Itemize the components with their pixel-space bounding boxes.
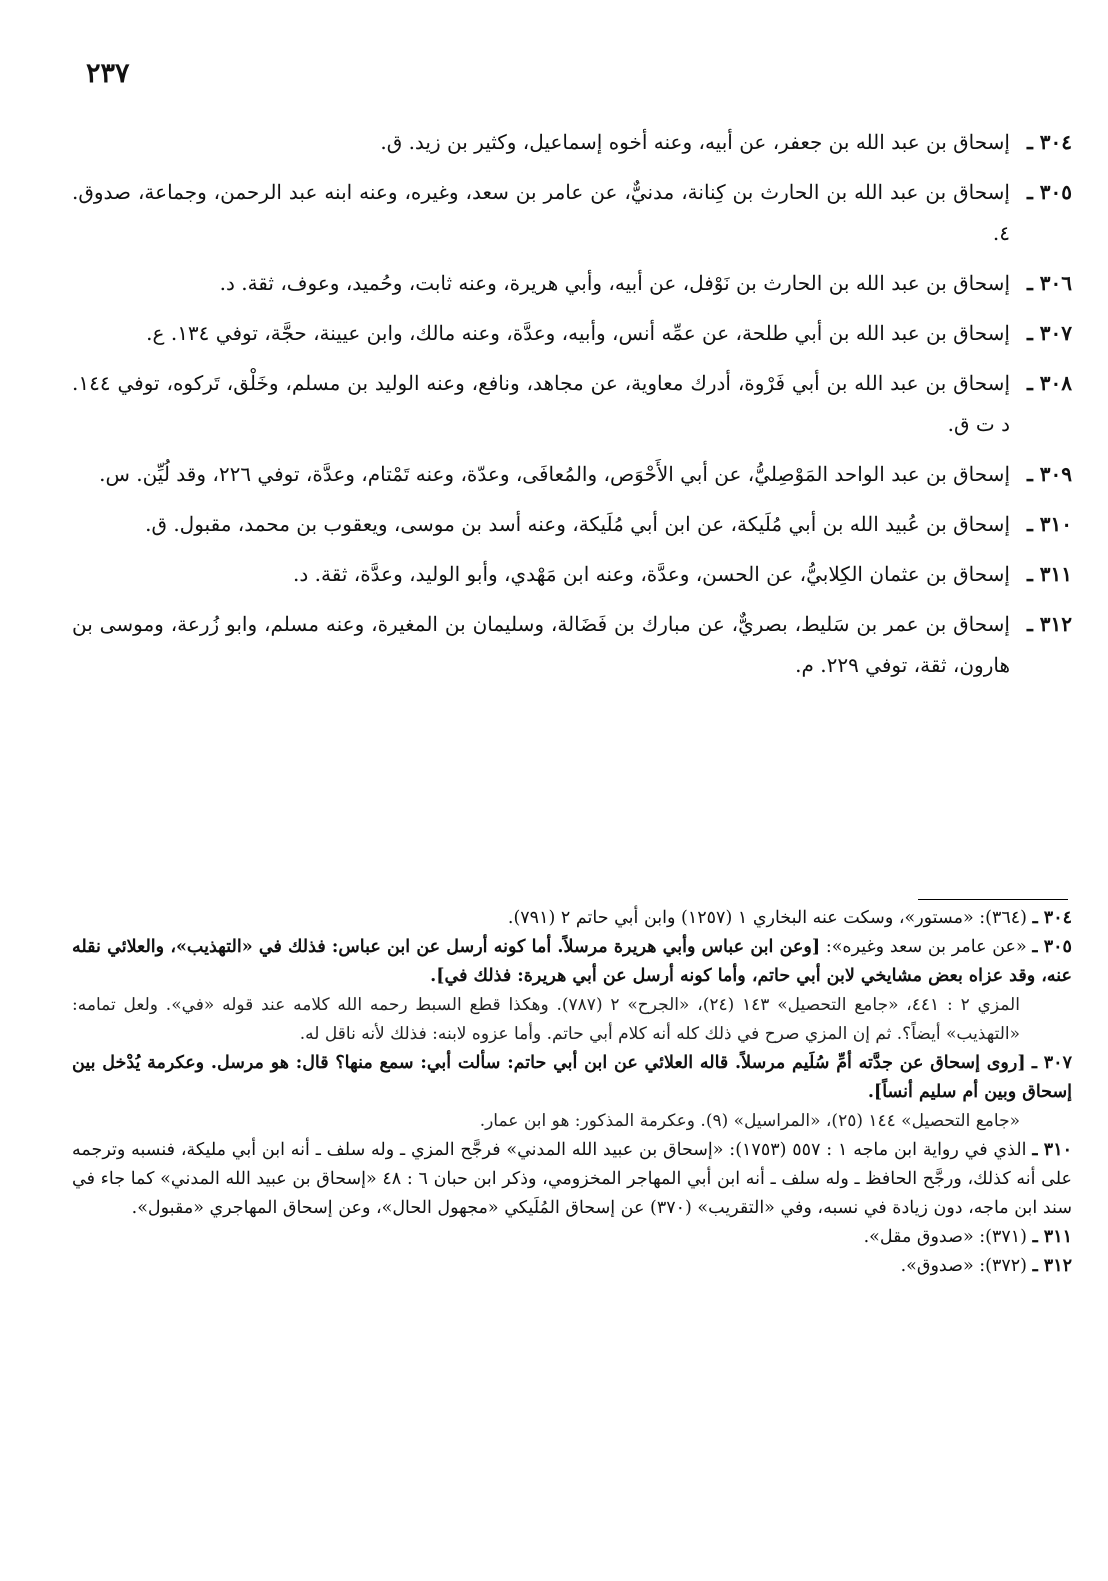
footnote-text: (٣٧١): «صدوق مقل». bbox=[863, 1227, 1027, 1247]
entry-text: إسحاق بن عُبيد الله بن أبي مُلَيكة، عن ابن أبي مُلَيكة، وعنه أسد بن موسى، ويعقوب بن محمد، مقبول. ق. bbox=[145, 512, 1010, 536]
entry-304 bbox=[72, 122, 1072, 163]
entry-number: ٣١٢ ـ bbox=[1026, 612, 1072, 636]
entry-306 bbox=[72, 263, 1072, 304]
footnote-text: (٣٦٤): «مستور»، وسكت عنه البخاري ١ (١٢٥٧) وابن أبي حاتم ٢ (٧٩١). bbox=[507, 908, 1027, 928]
entry-305 bbox=[72, 172, 1072, 254]
entry-text: إسحاق بن عبد الله بن الحارث بن كِنانة، مدنيٌّ، عن عامر بن سعد، وغيره، وعنه ابنه عبد الرحمن، وجماعة، صدوق. ٤. bbox=[72, 180, 1010, 245]
footnote-text: (٣٧٢): «صدوق». bbox=[900, 1256, 1027, 1276]
entry-text: إسحاق بن عبد الله بن أبي فَرْوة، أدرك معاوية، عن مجاهد، ونافع، وعنه الوليد بن مسلم، وخَلْق، تَركوه، توفي ١٤٤. د ت ق. bbox=[72, 371, 1010, 436]
footnote-312 bbox=[72, 1252, 1072, 1281]
footnote-311 bbox=[72, 1223, 1072, 1252]
footnote-number: ٣١٠ ـ bbox=[1032, 1140, 1072, 1160]
footnote-number: ٣٠٤ ـ bbox=[1032, 908, 1072, 928]
footnote-number: ٣٠٥ ـ bbox=[1032, 937, 1072, 957]
footnote-310 bbox=[72, 1136, 1072, 1223]
entry-text: إسحاق بن عبد الله بن أبي طلحة، عن عمِّه أنس، وأبيه، وعدَّة، وعنه مالك، وابن عيينة، حجَّة، توفي ١٣٤. ع. bbox=[146, 321, 1010, 345]
main-entries bbox=[72, 122, 1072, 695]
entry-number: ٣١١ ـ bbox=[1026, 562, 1072, 586]
entry-number: ٣٠٥ ـ bbox=[1026, 180, 1072, 204]
footnote-number: ٣١٢ ـ bbox=[1032, 1256, 1072, 1276]
footnote-305 bbox=[72, 933, 1072, 991]
footnote-lead: «عن عامر بن سعد وغيره»: bbox=[825, 937, 1027, 957]
footnote-number: ٣١١ ـ bbox=[1032, 1227, 1072, 1247]
footnote-307-continuation: «جامع التحصيل» ١٤٤ (٢٥)، «المراسيل» (٩). وعكرمة المذكور: هو ابن عمار. bbox=[479, 1111, 1020, 1131]
footnote-bold-text: [روى إسحاق عن جدَّته أمِّ سُلَيم مرسلاً. قاله العلائي عن ابن أبي حاتم: سألت أبي: سمع منها؟ قال: هو مرسل. وعكرمة يُدْخل بين إسحاق وبين أم سليم أنساً]. bbox=[72, 1053, 1072, 1102]
entry-308 bbox=[72, 363, 1072, 445]
entry-text: إسحاق بن عبد الواحد المَوْصِليُّ، عن أبي الأَحْوَص، والمُعافَى، وعدّة، وعنه تَمْتام، وعدَّة، توفي ٢٢٦، وقد لُيِّن. س. bbox=[99, 462, 1010, 486]
entry-text: إسحاق بن عبد الله بن جعفر، عن أبيه، وعنه أخوه إسماعيل، وكثير بن زيد. ق. bbox=[380, 130, 1010, 154]
entry-number: ٣٠٧ ـ bbox=[1026, 321, 1072, 345]
entry-text: إسحاق بن عبد الله بن الحارث بن نَوْفل، عن أبيه، وأبي هريرة، وعنه ثابت، وحُميد، وعوف، ثقة. د. bbox=[219, 271, 1010, 295]
footnotes bbox=[72, 904, 1072, 1281]
entry-number: ٣١٠ ـ bbox=[1026, 512, 1072, 536]
footnote-307 bbox=[72, 1049, 1072, 1107]
footnote-304 bbox=[72, 904, 1072, 933]
footnote-number: ٣٠٧ ـ bbox=[1031, 1053, 1072, 1073]
entry-text: إسحاق بن عثمان الكِلابيُّ، عن الحسن، وعدَّة، وعنه ابن مَهْدي، وأبو الوليد، وعدَّة، ثقة. د. bbox=[293, 562, 1010, 586]
entry-312 bbox=[72, 604, 1072, 686]
entry-307 bbox=[72, 313, 1072, 354]
footnote-divider bbox=[918, 899, 1068, 900]
entry-number: ٣٠٤ ـ bbox=[1026, 130, 1072, 154]
entry-number: ٣٠٦ ـ bbox=[1026, 271, 1072, 295]
footnote-text: الذي في رواية ابن ماجه ١ : ٥٥٧ (١٧٥٣): «إسحاق بن عبيد الله المدني» فرجَّح المزي ـ وله سلف ـ أنه ابن أبي مليكة، فنسبه وترجمه على أنه كذلك، ورجَّح الحافظ ـ وله سلف ـ أنه ابن أبي المهاجر المخزومي، وذكر ابن حبان ٦ : ٤٨ «إسحاق بن عبيد الله المدني» كما جاء في سند ابن ماجه، دون زيادة في نسبه، وفي «التقريب» (٣٧٠) عن إسحاق المُلَيكي «مجهول الحال»، وعن إسحاق المهاجري «مقبول». bbox=[72, 1140, 1072, 1218]
entry-309 bbox=[72, 454, 1072, 495]
entry-text: إسحاق بن عمر بن سَليط، بصريٌّ، عن مبارك بن فَضَالة، وسليمان بن المغيرة، وعنه مسلم، وابو زُرعة، وموسى بن هارون، ثقة، توفي ٢٢٩. م. bbox=[72, 612, 1010, 677]
entry-311 bbox=[72, 554, 1072, 595]
footnote-305-continuation: المزي ٢ : ٤٤١، «جامع التحصيل» ١٤٣ (٢٤)، «الجرح» ٢ (٧٨٧). وهكذا قطع السبط رحمه الله كلامه عند قوله «في». ولعل تمامه: «التهذيب» أيضاً؟. ثم إن المزي صرح في ذلك كله أنه كلام أبي حاتم. وأما عزوه لابنه: فذلك لأنه ناقل له. bbox=[72, 995, 1020, 1044]
entry-number: ٣٠٩ ـ bbox=[1026, 462, 1072, 486]
page-number: ٢٣٧ bbox=[86, 58, 130, 89]
entry-310 bbox=[72, 504, 1072, 545]
footnote-bold-text: [وعن ابن عباس وأبي هريرة مرسلاً. أما كونه أرسل عن ابن عباس: فذلك في «التهذيب»، والعلائي نقله عنه، وقد عزاه بعض مشايخي لابن أبي حاتم، وأما كونه أرسل عن أبي هريرة: فذلك في]. bbox=[72, 937, 1072, 986]
entry-number: ٣٠٨ ـ bbox=[1026, 371, 1072, 395]
